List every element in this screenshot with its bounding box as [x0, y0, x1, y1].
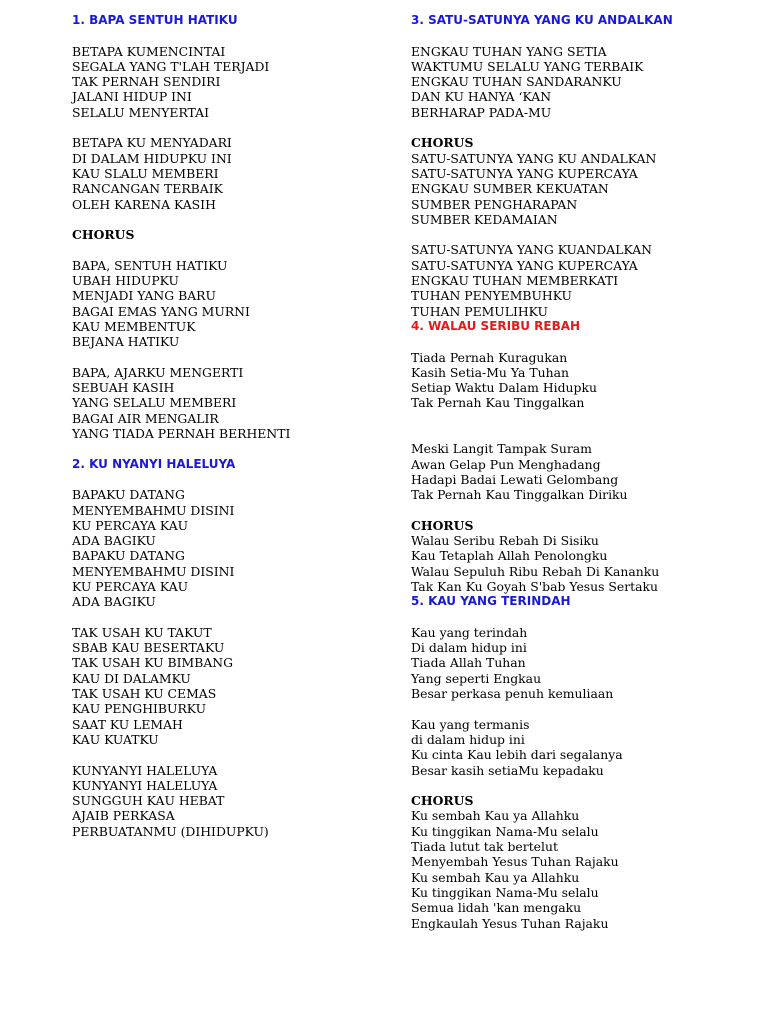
lyric-line: AJAIB PERKASA: [72, 808, 175, 824]
lyric-line: Besar kasih setiaMu kepadaku: [411, 762, 604, 778]
lyric-line: Tiada Allah Tuhan: [411, 655, 526, 671]
lyric-line: BETAPA KUMENCINTAI: [72, 43, 226, 59]
lyric-line: MENYEMBAHMU DISINI: [72, 502, 235, 518]
lyric-line: SUMBER KEDAMAIAN: [411, 211, 558, 227]
lyric-line: KUNYANYI HALELUYA: [72, 777, 218, 793]
lyric-line: BAPA, SENTUH HATIKU: [72, 257, 228, 273]
lyric-line: Kau yang termanis: [411, 716, 530, 732]
lyric-line: KU PERCAYA KAU: [72, 578, 189, 594]
stanza-gap: [411, 411, 761, 426]
lyric-line: PERBUATANMU (DIHIDUPKU): [72, 823, 269, 839]
lyric-line: UBAH HIDUPKU: [72, 273, 179, 289]
lyric-line: SEBUAH KASIH: [72, 380, 175, 396]
lyric-line: MENJADI YANG BARU: [72, 288, 216, 304]
lyric-line: SUMBER PENGHARAPAN: [411, 196, 578, 212]
lyric-line: Tiada lutut tak bertelut: [411, 839, 558, 855]
lyric-line: Kasih Setia-Mu Ya Tuhan: [411, 364, 569, 380]
lyric-line: Semua lidah 'kan mengaku: [411, 900, 582, 916]
lyric-line: TAK USAH KU BIMBANG: [72, 655, 234, 671]
stanza-gap: [72, 350, 392, 365]
lyric-line: SATU-SATUNYA YANG KU ANDALKAN: [411, 150, 657, 166]
lyric-line: Engkaulah Yesus Tuhan Rajaku: [411, 915, 609, 931]
lyric-line: YANG TIADA PERNAH BERHENTI: [72, 426, 291, 442]
lyric-line: Besar perkasa penuh kemuliaan: [411, 686, 614, 702]
left-column: [72, 13, 392, 839]
stanza-gap: [72, 120, 392, 135]
lyric-line: Hadapi Badai Lewati Gelombang: [411, 471, 619, 487]
lyric-line: SEGALA YANG T'LAH TERJADI: [72, 58, 270, 74]
lyric-line: TAK USAH KU TAKUT: [72, 624, 212, 640]
lyric-line: ENGKAU TUHAN SANDARANKU: [411, 74, 622, 90]
lyric-line: TAK USAH KU CEMAS: [72, 686, 217, 702]
lyric-line: SATU-SATUNYA YANG KUPERCAYA: [411, 257, 638, 273]
lyric-line: SELALU MENYERTAI: [72, 104, 209, 120]
lyric-line: RANCANGAN TERBAIK: [72, 181, 223, 197]
lyric-line: BAPA, AJARKU MENGERTI: [72, 364, 244, 380]
lyric-line: Ku cinta Kau lebih dari segalanya: [411, 747, 623, 763]
lyric-line: Menyembah Yesus Tuhan Rajaku: [411, 854, 619, 870]
lyric-line: SATU-SATUNYA YANG KUPERCAYA: [411, 165, 638, 181]
lyric-line: DI DALAM HIDUPKU INI: [72, 150, 232, 166]
lyric-line: BAPAKU DATANG: [72, 487, 185, 503]
lyric-line: Meski Langit Tampak Suram: [411, 441, 592, 457]
lyric-line: Walau Sepuluh Ribu Rebah Di Kananku: [411, 563, 660, 579]
lyric-line: OLEH KARENA KASIH: [72, 196, 216, 212]
lyric-line: Ku tinggikan Nama-Mu selalu: [411, 884, 599, 900]
stanza-gap: [411, 120, 761, 135]
song-block: [411, 594, 761, 931]
lyric-line: Tak Kan Ku Goyah S'bab Yesus Sertaku: [411, 578, 659, 594]
lyric-line: Ku tinggikan Nama-Mu selalu: [411, 823, 599, 839]
lyric-line: BEJANA HATIKU: [72, 334, 180, 350]
stanza-gap: [411, 778, 761, 793]
lyric-line: SAAT KU LEMAH: [72, 716, 183, 732]
stanza-gap: [72, 212, 392, 227]
stanza-gap: [411, 227, 761, 242]
lyric-line: ENGKAU SUMBER KEKUATAN: [411, 181, 609, 197]
lyric-line: BERHARAP PADA-MU: [411, 104, 552, 120]
lyric-line: JALANI HIDUP INI: [72, 89, 192, 105]
lyric-line: MENYEMBAHMU DISINI: [72, 563, 235, 579]
lyric-line: TUHAN PEMULIHKU: [411, 303, 548, 319]
lyric-line: ADA BAGIKU: [72, 533, 156, 549]
stanza-gap: [72, 441, 392, 456]
chorus-label: CHORUS: [411, 517, 474, 533]
lyric-line: Tiada Pernah Kuragukan: [411, 349, 568, 365]
lyric-line: Walau Seribu Rebah Di Sisiku: [411, 533, 599, 549]
lyric-line: KAU KUATKU: [72, 731, 159, 747]
chorus-label: CHORUS: [411, 135, 474, 151]
lyric-line: BAGAI EMAS YANG MURNI: [72, 303, 250, 319]
lyric-line: BAPAKU DATANG: [72, 548, 185, 564]
stanza-gap: [72, 242, 392, 257]
lyric-line: Kau yang terindah: [411, 624, 528, 640]
song-title: 2. KU NYANYI HALELUYA: [72, 456, 236, 471]
lyric-line: KAU SLALU MEMBERI: [72, 165, 219, 181]
lyric-line: ADA BAGIKU: [72, 594, 156, 610]
song-block: [411, 319, 761, 594]
song-block: [411, 13, 761, 319]
lyric-line: Tak Pernah Kau Tinggalkan: [411, 395, 585, 411]
lyric-line: SUNGGUH KAU HEBAT: [72, 793, 225, 809]
stanza-gap: [411, 426, 761, 441]
lyric-line: ENGKAU TUHAN MEMBERKATI: [411, 273, 619, 289]
lyric-line: KU PERCAYA KAU: [72, 517, 189, 533]
lyric-line: KUNYANYI HALELUYA: [72, 762, 218, 778]
lyric-line: TAK PERNAH SENDIRI: [72, 74, 221, 90]
lyric-line: Di dalam hidup ini: [411, 640, 527, 656]
lyric-line: Yang seperti Engkau: [411, 670, 542, 686]
song-title: 5. KAU YANG TERINDAH: [411, 594, 571, 609]
stanza-gap: [411, 701, 761, 716]
lyric-line: SATU-SATUNYA YANG KUANDALKAN: [411, 242, 653, 258]
lyric-line: Tak Pernah Kau Tinggalkan Diriku: [411, 487, 628, 503]
song-title: 3. SATU-SATUNYA YANG KU ANDALKAN: [411, 13, 673, 27]
lyric-line: ENGKAU TUHAN YANG SETIA: [411, 43, 607, 59]
lyric-line: Setiap Waktu Dalam Hidupku: [411, 380, 597, 396]
lyric-line: Ku sembah Kau ya Allahku: [411, 808, 580, 824]
chorus-label: CHORUS: [72, 227, 135, 243]
lyric-line: SBAB KAU BESERTAKU: [72, 640, 225, 656]
lyric-line: TUHAN PENYEMBUHKU: [411, 288, 572, 304]
lyric-line: BAGAI AIR MENGALIR: [72, 410, 219, 426]
song-block: [72, 457, 392, 839]
lyric-line: YANG SELALU MEMBERI: [72, 395, 237, 411]
lyric-line: KAU PENGHIBURKU: [72, 701, 207, 717]
lyric-line: KAU MEMBENTUK: [72, 318, 196, 334]
lyric-line: di dalam hidup ini: [411, 731, 525, 747]
lyric-line: Ku sembah Kau ya Allahku: [411, 869, 580, 885]
lyric-line: KAU DI DALAMKU: [72, 670, 191, 686]
stanza-gap: [72, 610, 392, 625]
chorus-label: CHORUS: [411, 793, 474, 809]
right-column: [411, 13, 761, 931]
lyric-line: Awan Gelap Pun Menghadang: [411, 456, 601, 472]
lyric-line: Kau Tetaplah Allah Penolongku: [411, 548, 608, 564]
stanza-gap: [72, 747, 392, 762]
song-block: [72, 13, 392, 457]
stanza-gap: [411, 503, 761, 518]
song-title: 4. WALAU SERIBU REBAH: [411, 318, 581, 333]
song-title: 1. BAPA SENTUH HATIKU: [72, 13, 238, 27]
lyric-line: BETAPA KU MENYADARI: [72, 135, 232, 151]
lyric-line: DAN KU HANYA ‘KAN: [411, 89, 552, 105]
lyric-line: WAKTUMU SELALU YANG TERBAIK: [411, 58, 644, 74]
